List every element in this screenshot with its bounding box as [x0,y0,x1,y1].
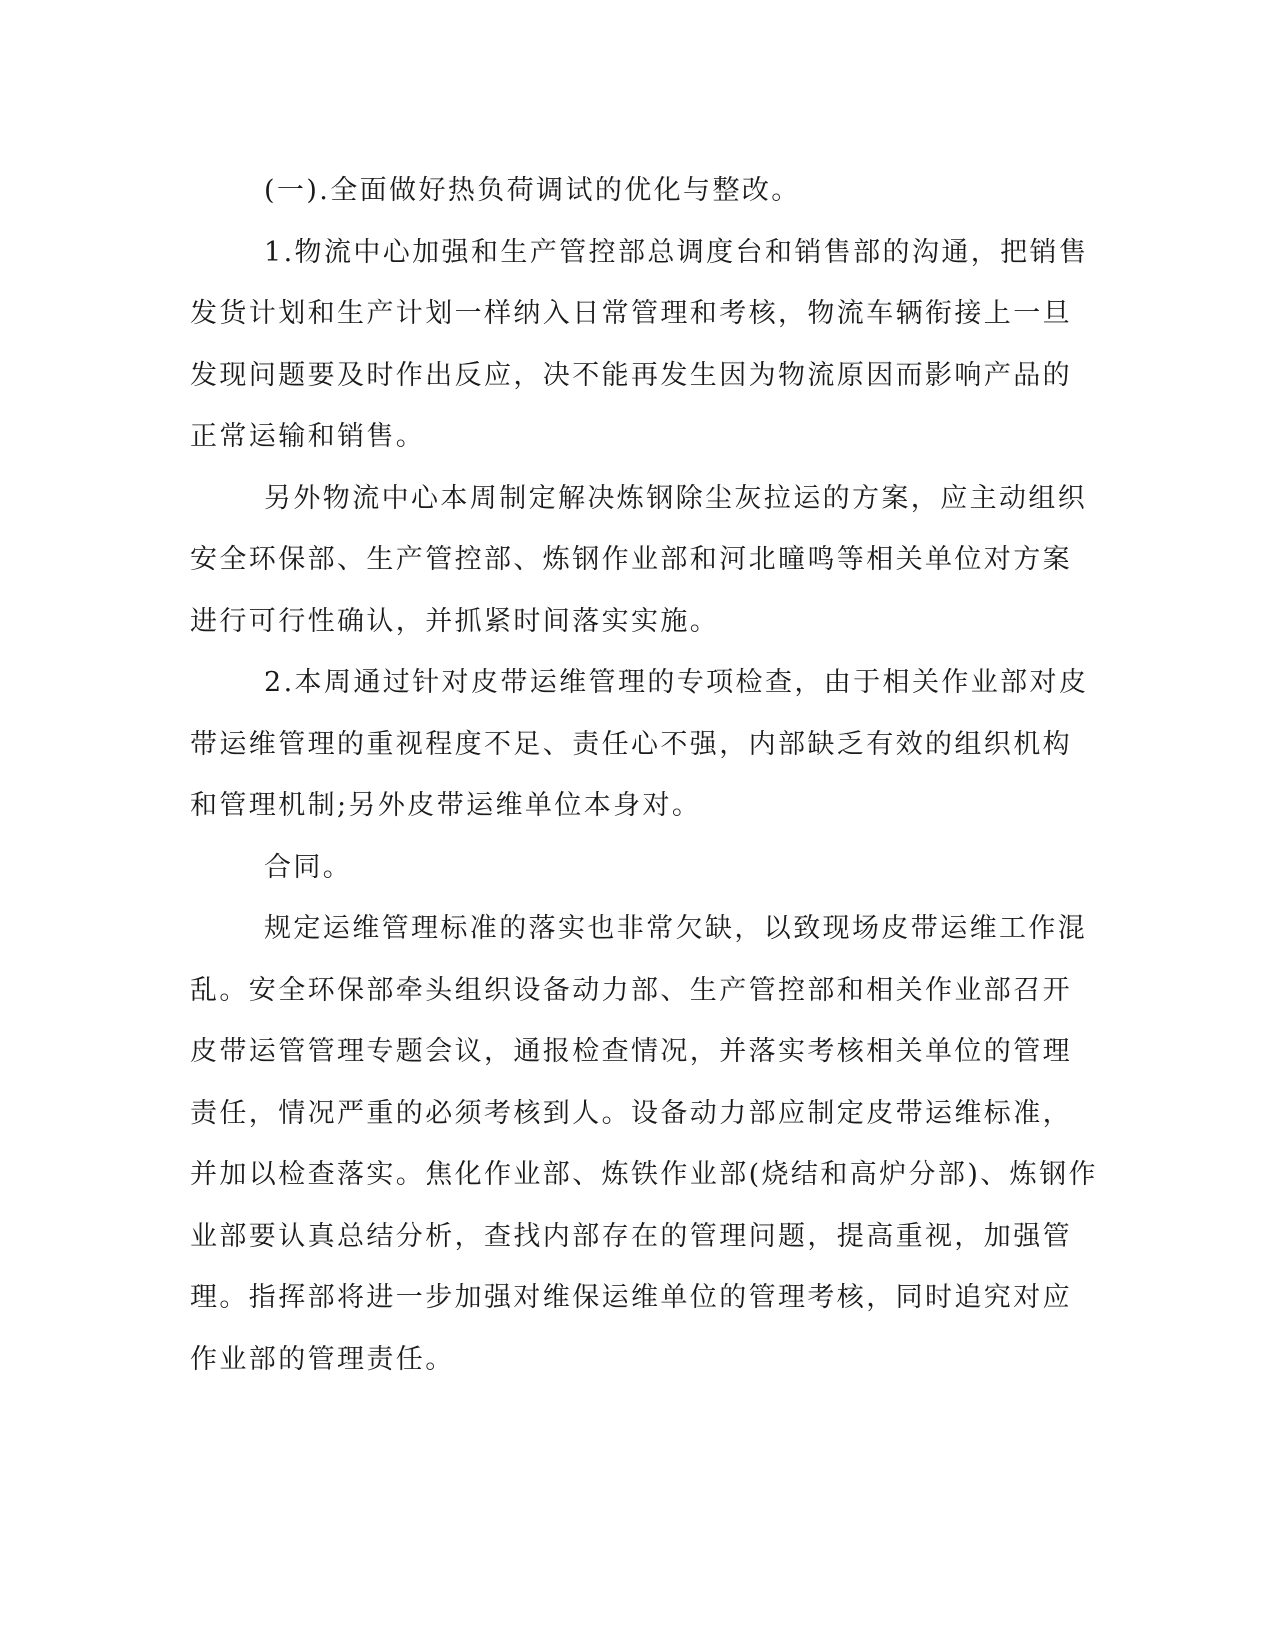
text-line: 正常运输和销售。 [190,421,426,452]
text-line: 业部要认真总结分析，查找内部存在的管理问题，提高重视，加强管 [190,1220,1072,1252]
text-line: 另外物流中心本周制定解决炼钢除尘灰拉运的方案，应主动组织 [264,482,1088,514]
document-body [190,160,1098,1390]
text-line: 发货计划和生产计划一样纳入日常管理和考核，物流车辆衔接上一旦 [190,298,1072,329]
paragraph [190,652,1089,837]
text-line: 乱。安全环保部牵头组织设备动力部、生产管控部和相关作业部召开 [190,974,1072,1006]
text-line: 皮带运管管理专题会议，通报检查情况，并落实考核相关单位的管理 [190,1036,1072,1067]
paragraph [190,898,1098,1390]
text-line: 1.物流中心加强和生产管控部总调度台和销售部的沟通，把销售 [264,236,1089,268]
text-line: 和管理机制;另外皮带运维单位本身对。 [190,790,702,821]
text-line: 发现问题要及时作出反应，决不能再发生因为物流原因而影响产品的 [190,359,1072,391]
text-line: 进行可行性确认，并抓紧时间落实实施。 [190,605,720,637]
text-line: 并加以检查落实。焦化作业部、炼铁作业部(烧结和高炉分部)、炼钢作 [190,1159,1098,1190]
text-line: 规定运维管理标准的落实也非常欠缺，以致现场皮带运维工作混 [264,913,1088,944]
text-line: (一).全面做好热负荷调试的优化与整改。 [264,175,801,206]
paragraph [190,837,1070,899]
text-line: 理。指挥部将进一步加强对维保运维单位的管理考核，同时追究对应 [190,1282,1072,1313]
paragraph [190,468,1088,653]
text-line: 作业部的管理责任。 [190,1343,455,1375]
text-line: 合同。 [264,851,353,883]
text-line: 安全环保部、生产管控部、炼钢作业部和河北曈鸣等相关单位对方案 [190,544,1072,575]
paragraph [190,222,1089,468]
text-line: 2.本周通过针对皮带运维管理的专项检查，由于相关作业部对皮 [264,667,1089,698]
paragraph [190,160,1070,222]
text-line: 责任，情况严重的必须考核到人。设备动力部应制定皮带运维标准， [190,1097,1072,1129]
text-line: 带运维管理的重视程度不足、责任心不强，内部缺乏有效的组织机构 [190,728,1072,760]
